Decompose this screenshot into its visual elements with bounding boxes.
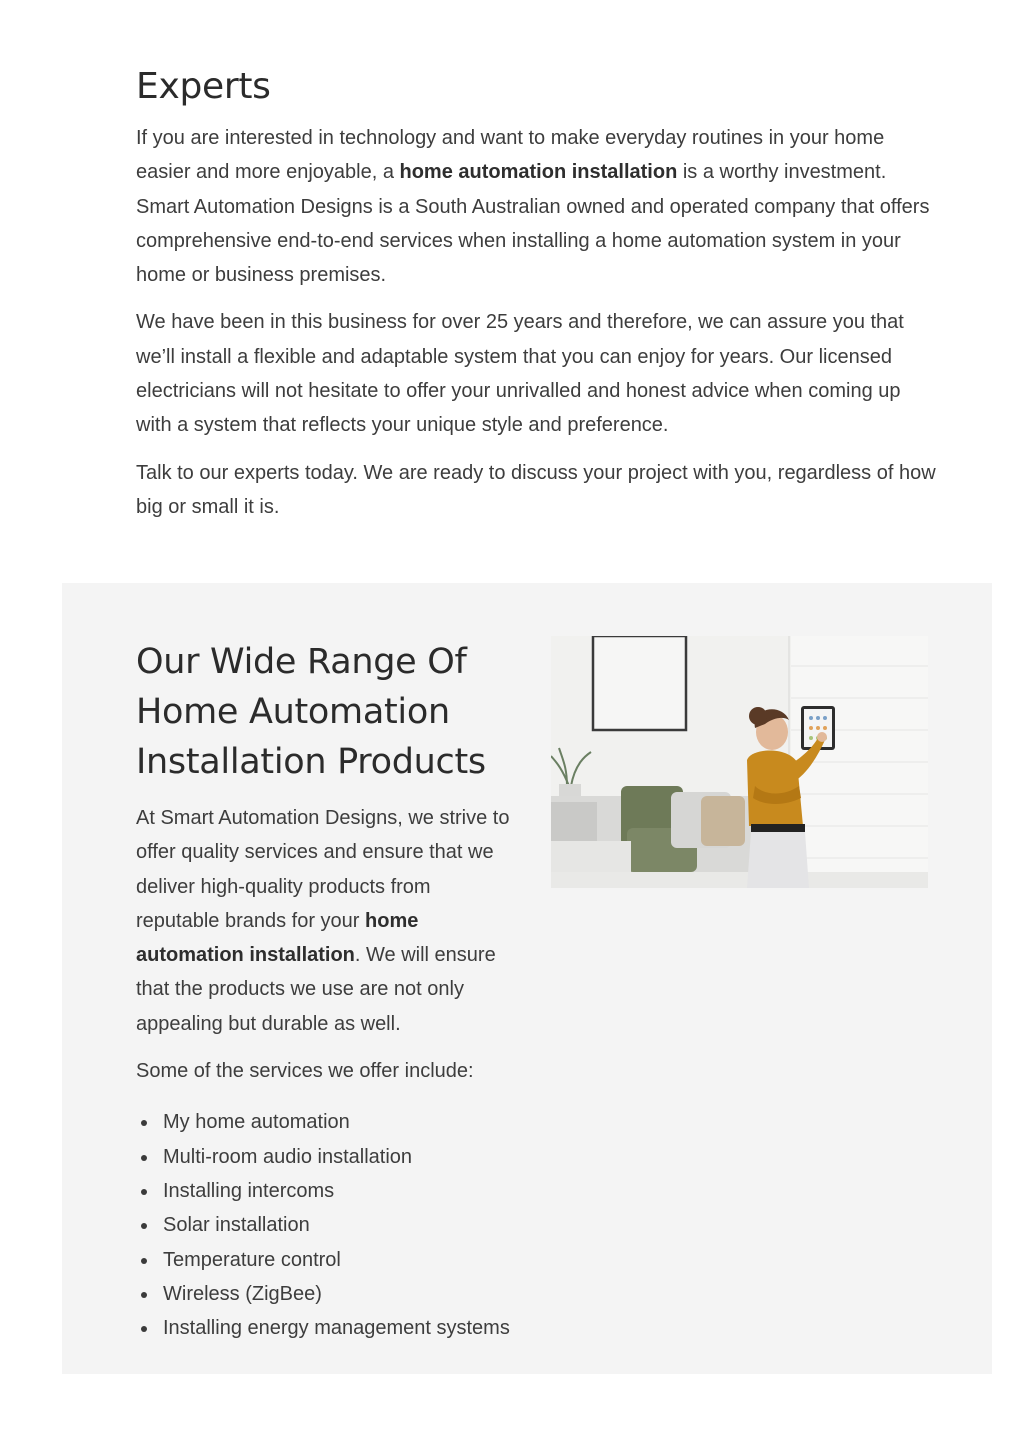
- products-heading: Our Wide Range Of Home Automation Installation Products: [136, 642, 486, 782]
- products-section: [62, 583, 992, 1374]
- experts-paragraph-1: If you are interested in technology and want to make everyday routines in your home easier and more enjoyable, a home automation installation is a worthy investment. Smart Automation Designs is a South Australian owned and operated company that offers comprehensive end-to-end services when installing a home automation system in your home or business premises.: [136, 127, 930, 287]
- experts-section: [136, 64, 936, 537]
- bold-keyword: home automation installation: [136, 909, 419, 967]
- smart-home-photo: [551, 636, 928, 888]
- services-list: [136, 1105, 516, 1345]
- products-text-column: [136, 637, 516, 1345]
- experts-heading: Experts: [136, 66, 271, 107]
- list-item: Installing energy management systems: [136, 1311, 516, 1345]
- experts-paragraph-2: We have been in this business for over 25 years and therefore, we can assure you that we’ll install a flexible and adaptable system that you can enjoy for years. Our licensed electricians will not hesitate to offer your unrivalled and honest advice when coming up with a system that reflects your unique style and preference.: [136, 311, 904, 437]
- experts-paragraph-3: Talk to our experts today. We are ready to discuss your project with you, regardless of how big or small it is.: [136, 461, 936, 518]
- list-item: Solar installation: [136, 1208, 516, 1242]
- list-item: My home automation: [136, 1105, 516, 1139]
- products-paragraph-2: Some of the services we offer include:: [136, 1060, 474, 1083]
- products-paragraph-1: At Smart Automation Designs, we strive to offer quality services and ensure that we deliver high-quality products from reputable brands for your home automation installation. We will ensure that the products we use are not only appealing but durable as well.: [136, 807, 510, 1035]
- bold-keyword: home automation installation: [399, 161, 678, 184]
- list-item: Temperature control: [136, 1243, 516, 1277]
- list-item: Wireless (ZigBee): [136, 1277, 516, 1311]
- list-item: Multi-room audio installation: [136, 1140, 516, 1174]
- list-item: Installing intercoms: [136, 1174, 516, 1208]
